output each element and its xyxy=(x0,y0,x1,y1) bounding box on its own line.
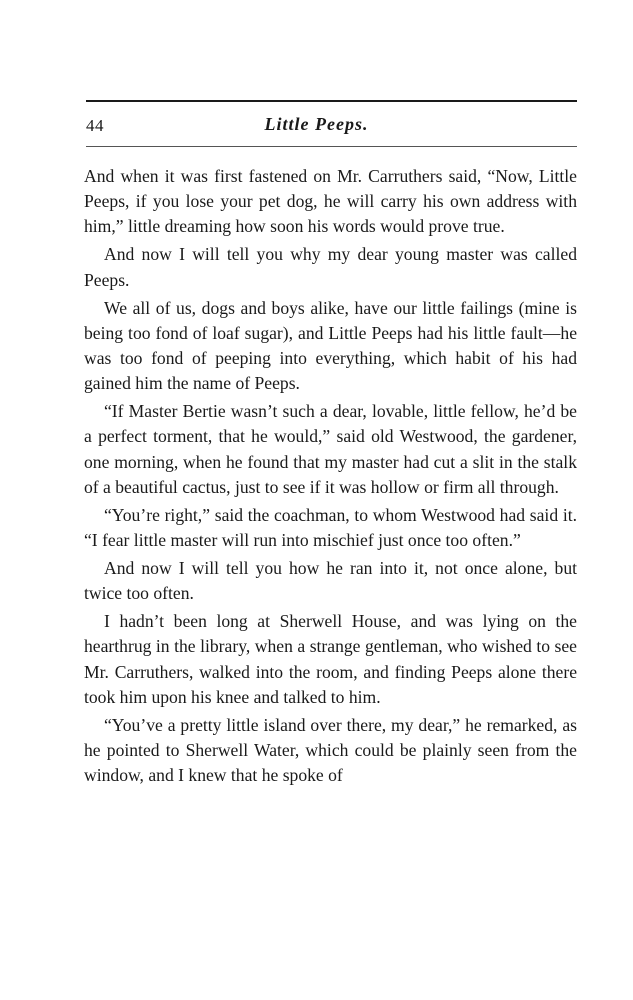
paragraph: And now I will tell you why my dear young master was called Peeps. xyxy=(84,244,577,290)
header-bottom-rule xyxy=(86,146,577,147)
paragraph: “You’ve a pretty little island over there, my dear,” he remarked, as he pointed to Sherwell Water, which could be plainly seen from the window, and I knew that he spoke of xyxy=(84,714,577,786)
paragraph: We all of us, dogs and boys alike, have our little failings (mine is being too fond of loaf sugar), and Little Peeps had his little fault—he was too fond of peeping into everything, which habit of his had gained him the name of Peeps. xyxy=(84,297,577,394)
paragraph: And now I will tell you how he ran into it, not once alone, but twice too often. xyxy=(84,558,577,604)
header-top-rule xyxy=(86,100,577,102)
paragraph: “If Master Bertie wasn’t such a dear, lovable, little fellow, he’d be a perfect torment, that he would,” said old Westwood, the gardener, one morning, when he found that my master had cut a slit in the stalk of a beautiful cactus, just to see if it was hollow or firm all through. xyxy=(84,401,577,497)
body-text xyxy=(84,164,577,791)
paragraph: I hadn’t been long at Sherwell House, and was lying on the hearthrug in the library, when a strange gentleman, who wished to see Mr. Carruthers, walked into the room, and finding Peeps alone there took him upon his knee and talked to him. xyxy=(84,611,577,707)
page-number: 44 xyxy=(86,116,104,135)
paragraph: “You’re right,” said the coachman, to whom Westwood had said it. “I fear little master will run into mischief just once too often.” xyxy=(84,504,577,551)
paragraph: And when it was first fastened on Mr. Carruthers said, “Now, Little Peeps, if you lose your pet dog, he will carry his own address with him,” little dreaming how soon his words would prove true. xyxy=(84,166,577,237)
running-title: Little Peeps. xyxy=(264,114,369,134)
